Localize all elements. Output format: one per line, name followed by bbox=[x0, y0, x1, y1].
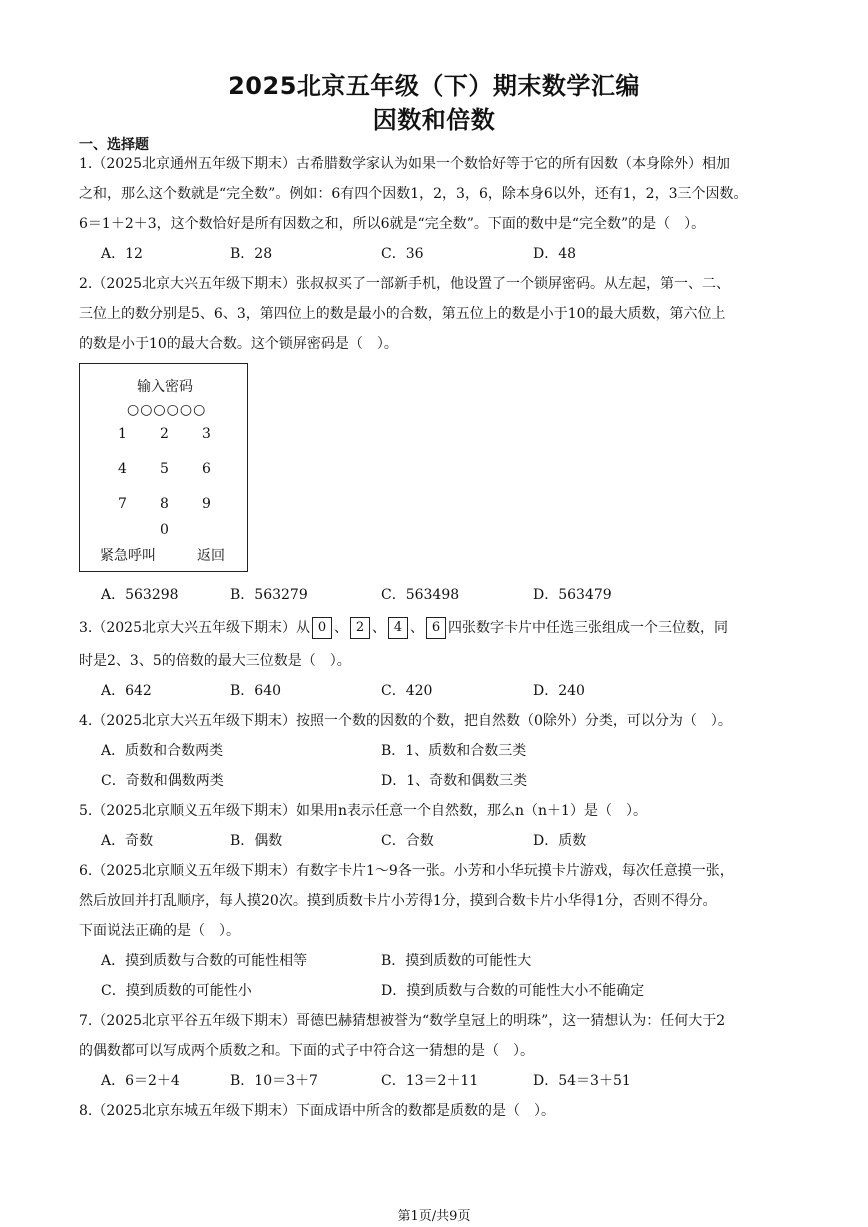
q7-option-d: D．54＝3＋51 bbox=[533, 1073, 631, 1089]
number-card-4: 4 bbox=[388, 617, 408, 639]
q3-separator: 、 bbox=[372, 620, 386, 636]
keypad-key-7: 7 bbox=[118, 496, 127, 512]
number-card-6: 6 bbox=[426, 617, 446, 639]
q3-suffix: 四张数字卡片中任选三张组成一个三位数，同 bbox=[448, 620, 728, 636]
keypad-key-2: 2 bbox=[160, 426, 169, 442]
number-card-2: 2 bbox=[350, 617, 370, 639]
q3-option-d: D．240 bbox=[533, 683, 585, 699]
q2-option-d: D．563479 bbox=[533, 587, 612, 603]
q6-option-d: D．摸到质数与合数的可能性大小不能确定 bbox=[381, 983, 645, 999]
q1-line-2: 之和，那么这个数就是“完全数”。例如：6有四个因数1，2，3，6，除本身6以外，还有1，2，3三个因数。 bbox=[79, 186, 748, 202]
keypad-key-5: 5 bbox=[160, 461, 169, 477]
q3-line-1 bbox=[79, 617, 791, 639]
q1-option-a: A．12 bbox=[101, 246, 143, 262]
q5-option-b: B．偶数 bbox=[230, 833, 283, 849]
password-dots: ○○○○○○ bbox=[127, 402, 207, 418]
q3-line-2: 时是2、3、5的倍数的最大三位数是（ ）。 bbox=[79, 653, 351, 669]
keypad-key-4: 4 bbox=[118, 461, 127, 477]
q3-separator: 、 bbox=[410, 620, 424, 636]
q2-line-1: 2.（2025北京大兴五年级下期末）张叔叔买了一部新手机，他设置了一个锁屏密码。从左起，第一、二、 bbox=[79, 276, 730, 292]
q8-line: 8.（2025北京东城五年级下期末）下面成语中所含的数都是质数的是（ ）。 bbox=[79, 1103, 555, 1119]
q6-line-3: 下面说法正确的是（ ）。 bbox=[79, 923, 240, 939]
q2-option-c: C．563498 bbox=[381, 587, 460, 603]
page-footer: 第1页/共9页 bbox=[397, 1209, 471, 1224]
document-title: 2025北京五年级（下）期末数学汇编 bbox=[228, 72, 640, 100]
q6-line-1: 6.（2025北京顺义五年级下期末）有数字卡片1～9各一张。小芳和小华玩摸卡片游戏，每次任意摸一张， bbox=[79, 863, 734, 879]
emergency-call-label: 紧急呼叫 bbox=[100, 548, 156, 564]
keypad-key-3: 3 bbox=[202, 426, 211, 442]
q2-line-3: 的数是小于10的最大合数。这个锁屏密码是（ ）。 bbox=[79, 336, 398, 352]
q4-option-d: D．1、奇数和偶数三类 bbox=[381, 773, 528, 789]
q1-line-1: 1.（2025北京通州五年级下期末）古希腊数学家认为如果一个数恰好等于它的所有因数（本身除外）相加 bbox=[79, 156, 730, 172]
back-label: 返回 bbox=[197, 548, 225, 564]
q3-option-c: C．420 bbox=[381, 683, 433, 699]
q1-option-c: C．36 bbox=[381, 246, 424, 262]
q4-option-b: B．1、质数和合数三类 bbox=[381, 743, 527, 759]
q2-option-b: B．563279 bbox=[230, 587, 308, 603]
q7-line-1: 7.（2025北京平谷五年级下期末）哥德巴赫猜想被誉为“数学皇冠上的明珠”，这一猜想认为：任何大于2 bbox=[79, 1013, 726, 1029]
q7-option-a: A．6＝2＋4 bbox=[101, 1073, 180, 1089]
keypad-key-6: 6 bbox=[202, 461, 211, 477]
q3-option-a: A．642 bbox=[101, 683, 152, 699]
q1-option-d: D．48 bbox=[533, 246, 577, 262]
keypad-key-8: 8 bbox=[160, 496, 169, 512]
q5-line: 5.（2025北京顺义五年级下期末）如果用n表示任意一个自然数，那么n（n＋1）是（ ）。 bbox=[79, 803, 647, 819]
q4-line: 4.（2025北京大兴五年级下期末）按照一个数的因数的个数，把自然数（0除外）分类，可以分为（ ）。 bbox=[79, 713, 732, 729]
q2-line-2: 三位上的数分别是5、6、3，第四位上的数是最小的合数，第五位上的数是小于10的最大质数，第六位上 bbox=[79, 306, 726, 322]
q5-option-d: D．质数 bbox=[533, 833, 587, 849]
q6-option-a: A．摸到质数与合数的可能性相等 bbox=[101, 953, 308, 969]
number-card-0: 0 bbox=[312, 617, 332, 639]
keypad-key-9: 9 bbox=[202, 496, 211, 512]
q7-option-c: C．13＝2＋11 bbox=[381, 1073, 479, 1089]
q5-option-a: A．奇数 bbox=[101, 833, 154, 849]
q7-option-b: B．10＝3＋7 bbox=[230, 1073, 318, 1089]
keypad-key-0: 0 bbox=[160, 522, 169, 538]
q3-separator: 、 bbox=[334, 620, 348, 636]
q5-option-c: C．合数 bbox=[381, 833, 434, 849]
q3-option-b: B．640 bbox=[230, 683, 282, 699]
q6-option-c: C．摸到质数的可能性小 bbox=[101, 983, 252, 999]
q1-line-3: 6＝1＋2＋3，这个数恰好是所有因数之和，所以6就是“完全数”。下面的数中是“完全数”的是（ ）。 bbox=[79, 216, 706, 232]
q6-option-b: B．摸到质数的可能性大 bbox=[381, 953, 532, 969]
document-subtitle: 因数和倍数 bbox=[372, 106, 496, 134]
q7-line-2: 的偶数都可以写成两个质数之和。下面的式子中符合这一猜想的是（ ）。 bbox=[79, 1043, 534, 1059]
q1-option-b: B．28 bbox=[230, 246, 273, 262]
lock-screen-figure bbox=[79, 363, 248, 572]
q2-option-a: A．563298 bbox=[101, 587, 179, 603]
q4-option-a: A．质数和合数两类 bbox=[101, 743, 224, 759]
lock-screen-title: 输入密码 bbox=[137, 379, 193, 395]
keypad-key-1: 1 bbox=[118, 426, 127, 442]
q6-line-2: 然后放回并打乱顺序，每人摸20次。摸到质数卡片小芳得1分，摸到合数卡片小华得1分，否则不得分。 bbox=[79, 893, 717, 909]
q3-prefix: 3.（2025北京大兴五年级下期末）从 bbox=[79, 620, 310, 636]
section-heading: 一、选择题 bbox=[79, 137, 149, 153]
q4-option-c: C．奇数和偶数两类 bbox=[101, 773, 224, 789]
